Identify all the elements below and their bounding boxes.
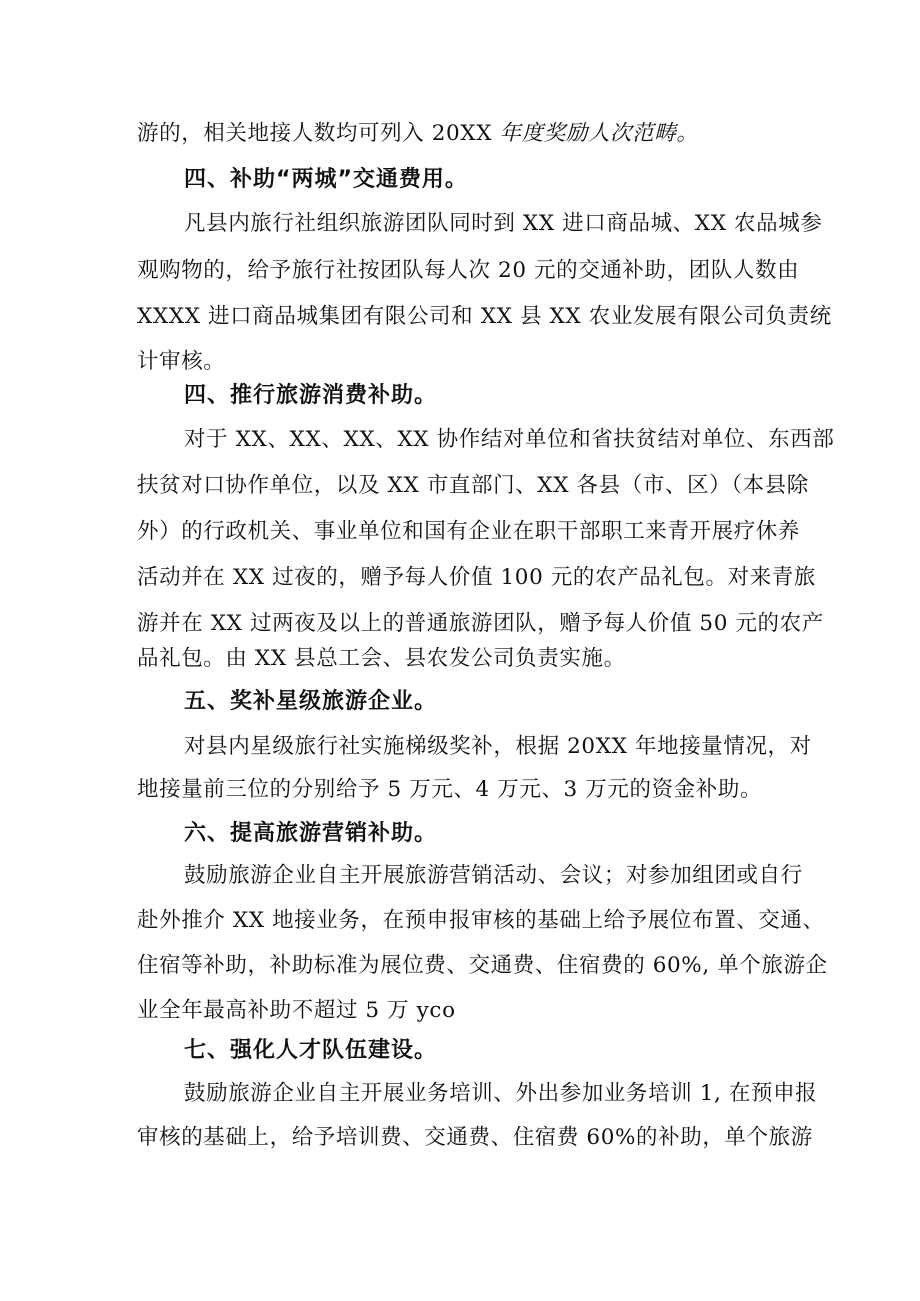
paragraph-line: 审核的基础上，给予培训费、交通费、住宿费 60%的补助，单个旅游 — [137, 1125, 813, 1150]
section-heading-consumption: 四、推行旅游消费补助。 — [184, 383, 438, 408]
paragraph-line: 赴外推介 XX 地接业务，在预申报审核的基础上给予展位布置、交通、 — [137, 908, 825, 933]
intro-italic-text: 年度奖励人次范畴。 — [499, 121, 699, 146]
paragraph-line: 观购物的，给予旅行社按团队每人次 20 元的交通补助，团队人数由 — [137, 258, 800, 283]
paragraph-line: 凡县内旅行社组织旅游团队同时到 XX 进口商品城、XX 农品城参 — [184, 211, 823, 236]
paragraph-line: 外）的行政机关、事业单位和国有企业在职干部职工来青开展疗休养 — [137, 519, 801, 544]
paragraph-line: 对于 XX、XX、XX、XX 协作结对单位和省扶贫结对单位、东西部 — [184, 427, 835, 452]
section-heading-transport: 四、补助“两城”交通费用。 — [184, 167, 468, 192]
paragraph-line: 鼓励旅游企业自主开展旅游营销活动、会议；对参加组团或自行 — [184, 863, 803, 888]
paragraph-line: 计审核。 — [137, 349, 226, 374]
section-heading-marketing: 六、提高旅游营销补助。 — [184, 821, 438, 846]
paragraph-line: 鼓励旅游企业自主开展业务培训、外出参加业务培训 1, 在预申报 — [184, 1081, 818, 1106]
section-heading-star-enterprises: 五、奖补星级旅游企业。 — [184, 689, 438, 714]
paragraph-line: 对县内星级旅行社实施梯级奖补，根据 20XX 年地接量情况，对 — [184, 734, 812, 759]
paragraph-line: 业全年最高补助不超过 5 万 yco — [137, 998, 456, 1023]
paragraph-line: 活动并在 XX 过夜的，赠予每人价值 100 元的农产品礼包。对来青旅 — [137, 565, 816, 590]
paragraph-line: 扶贫对口协作单位，以及 XX 市直部门、XX 各县（市、区）（本县除 — [137, 473, 809, 498]
paragraph-line: XXXX 进口商品城集团有限公司和 XX 县 XX 农业发展有限公司负责统 — [137, 304, 832, 329]
paragraph-line: 游并在 XX 过两夜及以上的普通旅游团队，赠予每人价值 50 元的农产 — [137, 611, 824, 636]
intro-line — [137, 118, 698, 150]
paragraph-line: 品礼包。由 XX 县总工会、县农发公司负责实施。 — [137, 646, 626, 671]
paragraph-line: 地接量前三位的分别给予 5 万元、4 万元、3 万元的资金补助。 — [137, 777, 763, 802]
section-heading-talent: 七、强化人才队伍建设。 — [184, 1038, 438, 1063]
intro-text: 游的，相关地接人数均可列入 20XX — [137, 121, 500, 146]
paragraph-line: 住宿等补助，补助标准为展位费、交通费、住宿费的 60%, 单个旅游企 — [137, 953, 828, 978]
